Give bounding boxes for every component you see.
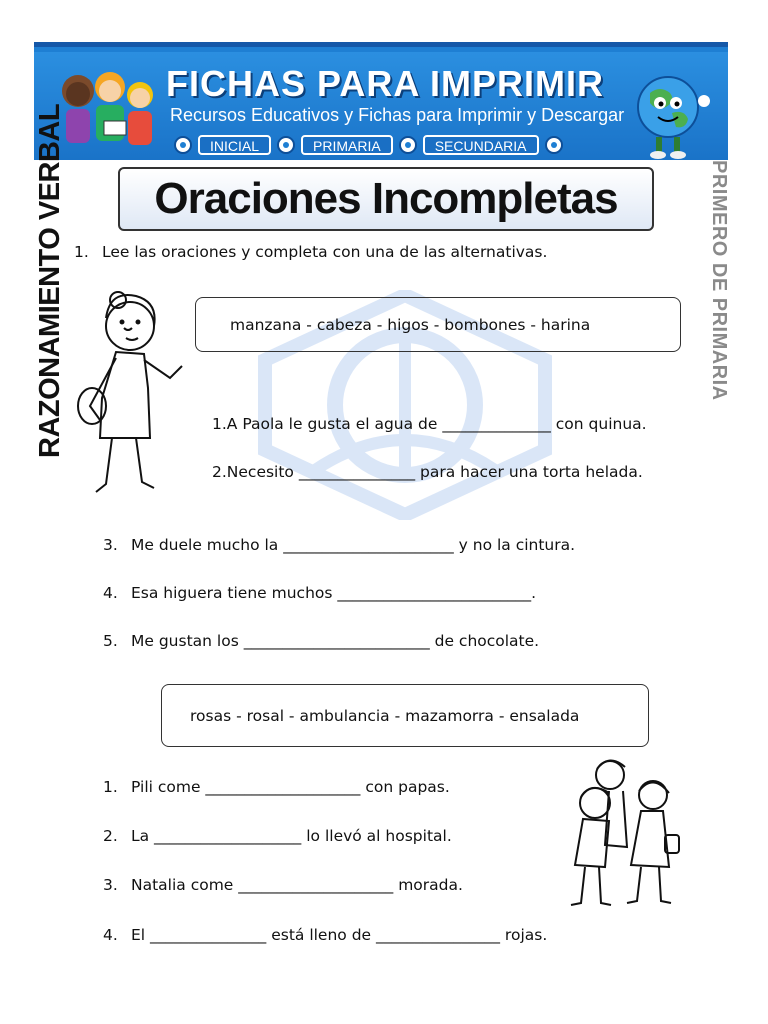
nav-inicial[interactable]: INICIAL: [198, 135, 271, 155]
list-item: [103, 827, 452, 845]
item-number: 1.: [103, 778, 118, 796]
list-item: 1.A Paola le gusta el agua de ______________ con quinua.: [212, 415, 647, 433]
item-text: Esa higuera tiene muchos _________________________.: [131, 584, 537, 602]
nav-bar: [174, 134, 563, 156]
item-number: 4.: [103, 584, 118, 602]
instruction-number: 1.: [74, 243, 89, 261]
header-banner: [34, 42, 728, 160]
list-item: [103, 876, 463, 894]
side-label-right: PRIMERO DE PRIMARIA: [708, 160, 730, 401]
item-text: El _______________ está lleno de ________________ rojas.: [131, 926, 548, 944]
word-options-text-2: rosas - rosal - ambulancia - mazamorra - ensalada: [190, 706, 580, 725]
instruction: [74, 243, 547, 261]
site-subtitle: Recursos Educativos y Fichas para Imprimir y Descargar: [170, 105, 625, 125]
nav-secundaria[interactable]: SECUNDARIA: [423, 135, 539, 155]
nav-bullet-icon: [174, 136, 192, 154]
title-box: [118, 167, 654, 231]
globe-mascot-icon: [628, 69, 714, 160]
word-options-text-1: manzana - cabeza - higos - bombones - harina: [230, 315, 591, 334]
item-text: Me gustan los ________________________ de chocolate.: [131, 632, 540, 650]
item-text: Me duele mucho la ______________________ y no la cintura.: [131, 536, 576, 554]
item-text: La ___________________ lo llevó al hospital.: [131, 827, 452, 845]
item-number: 3.: [103, 876, 118, 894]
site-title: FICHAS PARA IMPRIMIR: [166, 63, 604, 104]
girl-illustration: [70, 288, 188, 502]
nav-bullet-icon: [399, 136, 417, 154]
item-text: Pili come ____________________ con papas.: [131, 778, 450, 796]
page-title: Oraciones Incompletas: [154, 174, 618, 223]
list-item: [103, 536, 575, 554]
children-illustration: [565, 755, 685, 910]
list-item: [103, 584, 536, 602]
item-text: Natalia come ____________________ morada.: [131, 876, 463, 894]
word-options-box-1: [195, 297, 681, 352]
instruction-text: Lee las oraciones y completa con una de las alternativas.: [102, 243, 548, 261]
word-options-box-2: [161, 684, 649, 747]
list-item: 2.Necesito _______________ para hacer una torta helada.: [212, 463, 643, 481]
item-number: 2.: [103, 827, 118, 845]
list-item: [103, 926, 547, 944]
item-number: 5.: [103, 632, 118, 650]
list-item: [103, 632, 539, 650]
nav-bullet-icon: [277, 136, 295, 154]
side-label-left: RAZONAMIENTO VERBAL: [34, 103, 66, 458]
nav-bullet-icon: [545, 136, 563, 154]
item-number: 4.: [103, 926, 118, 944]
item-number: 3.: [103, 536, 118, 554]
list-item: [103, 778, 450, 796]
nav-primaria[interactable]: PRIMARIA: [301, 135, 393, 155]
